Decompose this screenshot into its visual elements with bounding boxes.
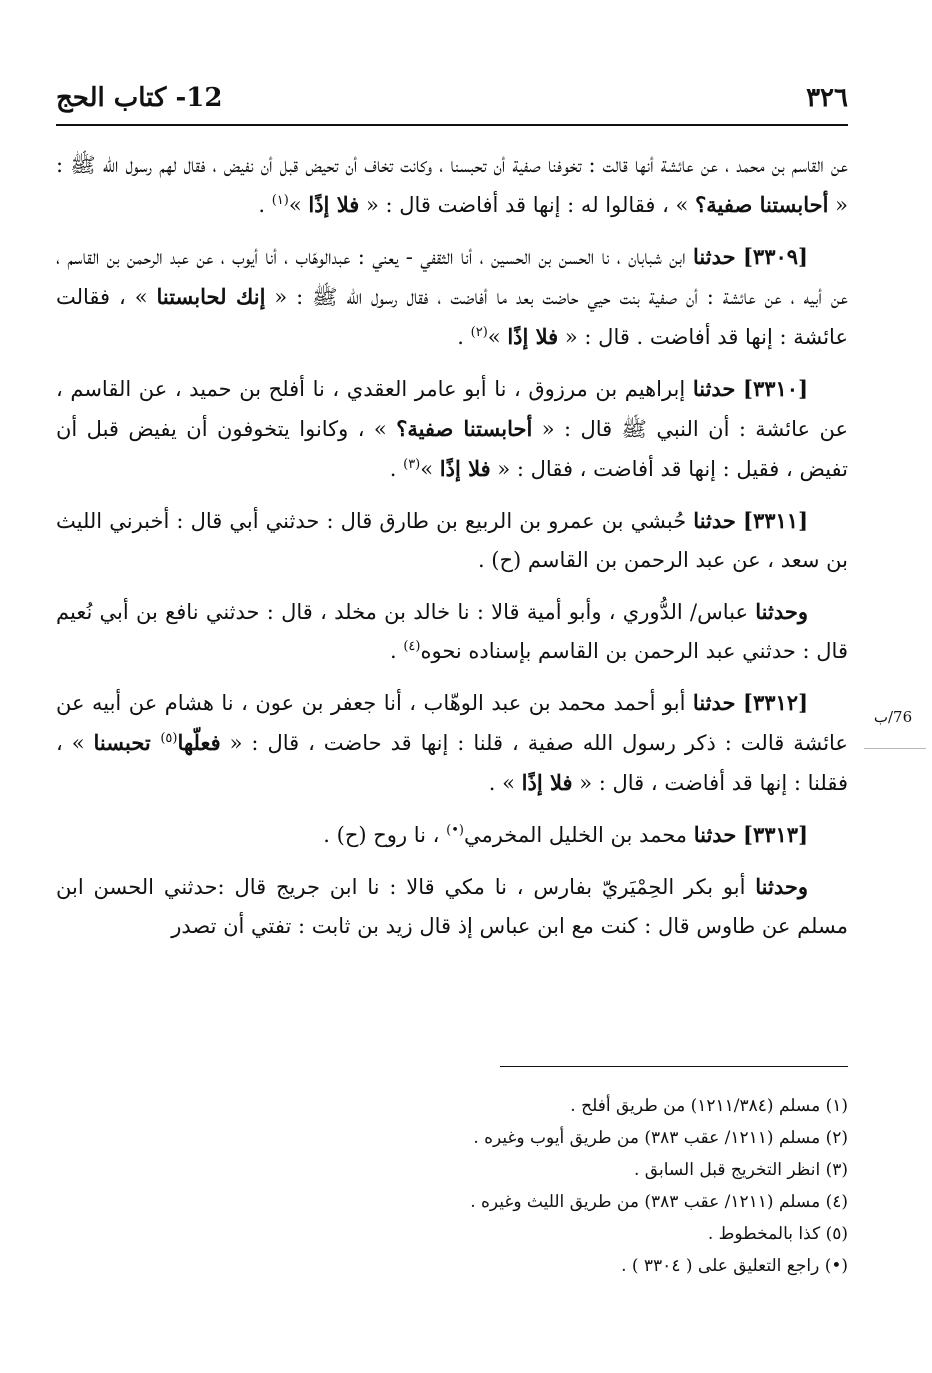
paragraph-text: عن القاسم بن محمد ، عن عائشة أنها قالت : تخوفنا صفية أن تحبسنا ، وكانت تخاف أن تحيض قبل أن نفيض ، فقال لهم رسول الله ﷺ : « [56,153,848,217]
quote-text: فلا إذًا [439,456,491,481]
paragraph-text: . [389,639,404,663]
hadith-3311-alt [56,592,848,671]
footnote-ref: (١) [271,193,289,208]
footnote-ref: (٣) [403,457,421,472]
paragraph-text: عباس/ الدُّوري ، وأبو أمية قالا : نا خالد بن مخلد ، قال : حدثني نافع بن أبي نُعيم قال : حدثني عبد الرحمن بن القاسم بإسناده نحوه [56,600,848,663]
quote-text: أحابستنا صفية؟ [695,192,829,217]
hadith-number: [٣٣١٠] [743,376,808,401]
quote-text: تحبسنا [93,730,161,755]
quote-text: فلا إذًا [507,324,559,349]
hadith-number: [٣٣١٢] [743,690,808,715]
quote-mark: » [487,325,501,349]
hadith-lead: حدثنا [693,822,737,847]
paragraph-text: . [457,325,471,349]
paragraph-text: حُبشي بن عمرو بن الربيع بن طارق قال : حدثني أبي قال : أخبرني الليث بن سعد ، عن عبد الرحمن بن القاسم (ح) . [56,509,848,572]
footnote-item: (١) مسلم (١٢١١/٣٨٤) من طريق أفلح . [570,1096,848,1116]
footnote-ref: (•) [446,823,464,838]
main-text [56,146,848,958]
chapter-title: 12- كتاب الحج [56,83,223,113]
header-divider [56,124,848,126]
footnote-ref: (٥) [160,731,178,746]
quote-mark: » . [488,771,515,795]
hadith-3310 [56,369,848,489]
paragraph-text: محمد بن الخليل المخرمي [463,823,688,847]
hadith-3313-alt [56,867,848,946]
hadith-lead: وحدثنا [755,874,808,899]
paragraph-text: ، نا روح (ح) . [323,823,447,847]
paragraph-text: » ، فقلنا : إنها قد أفاضت ، قال : « [56,731,848,795]
paragraph-text: أبو بكر الحِمْيَريّ بفارس ، نا مكي قالا : نا ابن جريج قال :حدثني الحسن ابن مسلم عن طاوس قال : كنت مع ابن عباس إذ قال زيد بن ثابت : تفتي أن تصدر [56,875,848,938]
quote-text: فلا إذًا [521,770,573,795]
paragraph-text: . [389,457,404,481]
hadith-3309 [56,237,848,357]
paragraph-text: ابن شبابان ، نا الحسن بن الحسين ، أنا الثقفي - يعني : عبدالوهّاب ، أنا أيوب ، عن عبد الرحمن بن القاسم ، عن أبيه ، عن عائشة : أن صفية بنت حيي حاضت بعد ما أفاضت ، فقال رسول الله ﷺ : « [56,245,848,309]
quote-text: فلا إذًا [308,192,360,217]
footnote-ref: (٢) [470,325,488,340]
quote-mark: » [288,193,302,217]
footnote-item: (•) راجع التعليق على ( ٣٣٠٤ ) . [621,1256,848,1276]
hadith-number: [٣٣٠٩] [742,244,808,269]
footnotes [56,1090,848,1282]
footnote-item: (٣) انظر التخريج قبل السابق . [634,1160,848,1180]
paragraph-continuation [56,146,848,225]
hadith-lead: وحدثنا [755,599,808,624]
quote-text: إنك لحابستنا [156,284,266,309]
footnote-ref: (٤) [403,639,421,654]
hadith-number: [٣٣١١] [743,508,808,533]
paragraph-text: » ، فقالوا له : إنها قد أفاضت قال : « [365,193,689,217]
quote-text: فعلّها [177,730,221,755]
hadith-lead: حدثنا [692,376,736,401]
footnote-divider [500,1066,848,1067]
hadith-3312 [56,683,848,803]
page-number: ٣٢٦ [806,83,848,113]
hadith-lead: حدثنا [693,508,736,533]
margin-divider [864,748,926,749]
quote-mark: » [420,457,434,481]
hadith-number: [٣٣١٣] [743,822,808,847]
paragraph-text: . [258,193,272,217]
footnote-item: (٥) كذا بالمخطوط . [707,1224,848,1244]
paragraph-text: إبراهيم بن مرزوق ، نا أبو عامر العقدي ، نا أفلح بن حميد ، عن القاسم ، عن عائشة : أن النبي ﷺ قال : « [56,377,848,441]
footnote-item: (٤) مسلم (١٢١١/ عقب ٣٨٣) من طريق الليث وغيره . [470,1192,848,1212]
paragraph-text: » ، فقالت عائشة : إنها قد أفاضت . قال : « [56,285,848,349]
hadith-3311 [56,501,848,580]
paragraph-text: أبو أحمد محمد بن عبد الوهّاب ، أنا جعفر بن عون ، نا هشام عن أبيه عن عائشة قالت : ذكر رسول الله صفية ، قلنا : إنها قد حاضت ، قال : « [56,691,848,755]
paragraph-text: » ، وكانوا يتخوفون أن يفيض قبل أن تفيض ، فقيل : إنها قد أفاضت ، فقال : « [56,417,848,481]
hadith-lead: حدثنا [693,244,736,269]
quote-text: أحابستنا صفية؟ [396,416,533,441]
hadith-lead: حدثنا [692,690,736,715]
hadith-3313 [56,815,848,855]
footnote-item: (٢) مسلم (١٢١١/ عقب ٣٨٣) من طريق أيوب وغيره . [473,1128,848,1148]
manuscript-folio-note: 76/ب [873,708,913,726]
page-header [56,78,848,118]
